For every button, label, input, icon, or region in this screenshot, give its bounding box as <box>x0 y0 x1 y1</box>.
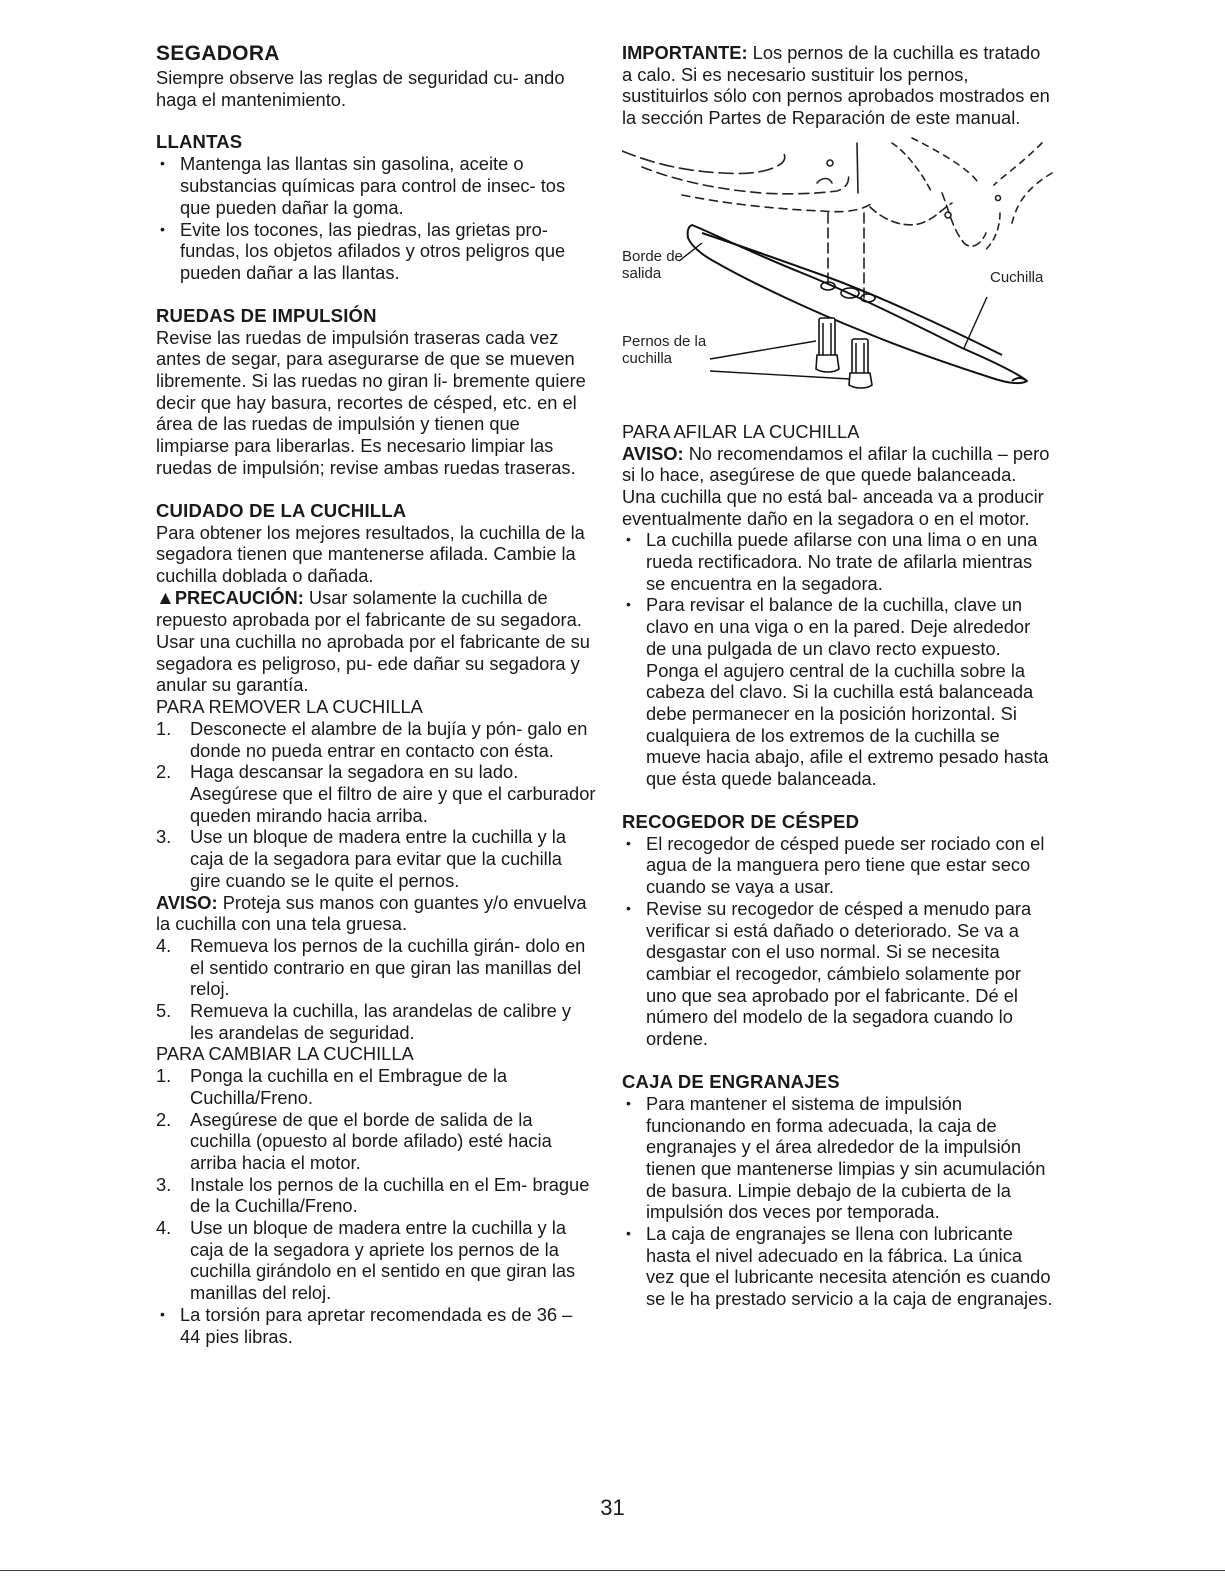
aviso-paragraph <box>156 892 596 935</box>
list-item: 3. Use un bloque de madera entre la cuchilla y la caja de la segadora para evitar que la cuchilla gire cuando se le quite el pernos. <box>156 826 567 891</box>
segadora-text: Siempre observe las reglas de seguridad cu- ando haga el mantenimiento. <box>156 67 565 110</box>
list-item: 3. Instale los pernos de la cuchilla en el Em- brague de la Cuchilla/Freno. <box>156 1173 590 1217</box>
ruedas-heading: RUEDAS DE IMPULSIÓN <box>156 304 377 326</box>
remover-steps-continued <box>156 935 596 1044</box>
aviso-label: AVISO: <box>156 891 218 913</box>
recogedor-list <box>622 833 1054 1050</box>
remover-heading: PARA REMOVER LA CUCHILLA <box>156 696 423 718</box>
list-item: • La caja de engranajes se llena con lubricante hasta el nivel adecuado en la fábrica. La única vez que el lubricante necesita atención es cuando se le ha prestado servicio a la caja de engranajes. <box>622 1223 1054 1310</box>
list-item: • El recogedor de césped puede ser rociado con el agua de la manguera pero tiene que estar seco cuando se vaya a usar. <box>622 833 1054 898</box>
list-item: • Revise su recogedor de césped a menudo para verificar si está dañado o deteriorado. Se va a desgastar con el uso normal. Si se necesita cambiar el recogedor, cámbielo solamente por uno que sea aprobado por el fabricante. Dé el número del modelo de la segadora cuando lo ordene. <box>622 898 1054 1050</box>
bottom-rule <box>0 1570 1225 1571</box>
list-item: 1. Ponga la cuchilla en el Embrague de la Cuchilla/Freno. <box>156 1065 508 1108</box>
label-borde-de-salida: Borde de salida <box>622 247 683 282</box>
right-column <box>622 38 1054 1310</box>
caja-heading: CAJA DE ENGRANAJES <box>622 1070 840 1092</box>
torsion-list <box>156 1304 596 1347</box>
page-number: 31 <box>600 1495 625 1520</box>
list-item: 2. Asegúrese de que el borde de salida de la cuchilla (opuesto al borde afilado) esté hacia arriba hacia el motor. <box>156 1108 552 1173</box>
segadora-heading: SEGADORA <box>156 42 280 65</box>
list-item: 1. Desconecte el alambre de la bujía y pón- galo en donde no pueda entrar en contacto con ésta. <box>156 717 588 761</box>
list-item: 5. Remueva la cuchilla, las arandelas de calibre y les arandelas de seguridad. <box>156 1000 572 1043</box>
cambiar-steps <box>156 1065 596 1304</box>
cuidado-heading: CUIDADO DE LA CUCHILLA <box>156 499 407 521</box>
list-item: • Mantenga las llantas sin gasolina, aceite o substancias químicas para control de insec- tos que pueden dañar la goma. <box>156 153 596 218</box>
importante-paragraph <box>622 42 1054 129</box>
cuidado-text: Para obtener los mejores resultados, la cuchilla de la segadora tienen que mantenerse afilada. Cambie la cuchilla doblada o dañada. <box>156 521 585 586</box>
ruedas-text: Revise las ruedas de impulsión traseras cada vez antes de segar, para asegurarse de que se mueven libremente. Si las ruedas no giran li- bremente quiere decir que hay basura, recortes de césped, etc. en el área de las ruedas de impulsión y tienen que limpiarse para liberarlas. Es necesario limpiar las ruedas de impulsión; revise ambas ruedas traseras. <box>156 326 586 478</box>
label-cuchilla: Cuchilla <box>990 268 1044 286</box>
label-pernos: Pernos de la cuchilla <box>622 332 707 367</box>
precaucion-paragraph <box>156 587 596 697</box>
aviso-label-right: AVISO: <box>622 442 684 464</box>
recogedor-heading: RECOGEDOR DE CÉSPED <box>622 810 860 832</box>
warning-triangle-icon: ▲ <box>156 587 175 609</box>
aviso-text: Proteja sus manos con guantes y/o envuelva la cuchilla con una tela gruesa. <box>156 891 587 935</box>
list-item: • Para mantener el sistema de impulsión funcionando en forma adecuada, la caja de engranajes y el área alrededor de la impulsión tienen que mantenerse limpias y sin acumulación de basura. Limpie debajo de la cubierta de la impulsión dos veces por temporada. <box>622 1093 1054 1223</box>
cambiar-heading: PARA CAMBIAR LA CUCHILLA <box>156 1043 414 1065</box>
aviso-text-right: No recomendamos el afilar la cuchilla – pero si lo hace, asegúrese de que quede balanceada. Una cuchilla que no está bal- anceada va a producir eventualmente daño en la segadora o en el motor. <box>622 442 1050 529</box>
list-item: 4. Use un bloque de madera entre la cuchilla y la caja de la segadora y apriete los pernos de la cuchilla girándolo en el sentido en que giran las manillas del reloj. <box>156 1217 576 1304</box>
left-column <box>156 38 596 1347</box>
list-item: 2. Haga descansar la segadora en su lado. Asegúrese que el filtro de aire y que el carburador queden mirando hacia arriba. <box>156 761 596 826</box>
afilar-list <box>622 529 1054 789</box>
caja-list <box>622 1093 1054 1310</box>
llantas-heading: LLANTAS <box>156 131 243 153</box>
afilar-heading: PARA AFILAR LA CUCHILLA <box>622 420 860 442</box>
blade-diagram <box>622 133 1054 413</box>
list-item: 4. Remueva los pernos de la cuchilla girán- dolo en el sentido contrario en que giran las manillas del reloj. <box>156 934 586 1000</box>
importante-label: IMPORTANTE: <box>622 42 748 63</box>
list-item: • La cuchilla puede afilarse con una lima o en una rueda rectificadora. No trate de afilarla mientras se encuentra en la segadora. <box>622 529 1054 594</box>
remover-steps <box>156 718 596 892</box>
precaucion-label: PRECAUCIÓN: <box>174 586 304 608</box>
aviso-paragraph-right <box>622 443 1054 530</box>
precaucion-text: Usar solamente la cuchilla de repuesto aprobada por el fabricante de su segadora. Usar una cuchilla no aprobada por el fabricante de su segadora es peligroso, pu- ede dañar su segadora y anular su garantía. <box>156 586 590 696</box>
llantas-list <box>156 153 596 283</box>
list-item: • Para revisar el balance de la cuchilla, clave un clavo en una viga o en la pared. Deje alrededor de una pulgada de un clavo recto expuesto. Ponga el agujero central de la cuchilla sobre la cabeza del clavo. Si la cuchilla está balanceada debe permanecer en la posición horizontal. Si cualquiera de los extremos de la cuchilla se mueve hacia abajo, afile el extremo pesado hasta que ésta quede balanceada. <box>622 594 1054 789</box>
list-item: • La torsión para apretar recomendada es de 36 – 44 pies libras. <box>156 1304 596 1347</box>
list-item: • Evite los tocones, las piedras, las grietas pro- fundas, los objetos afilados y otros peligros que pueden dañar a las llantas. <box>156 219 596 284</box>
importante-text: Los pernos de la cuchilla es tratado a calo. Si es necesario sustituir los pernos, sustituirlos sólo con pernos aprobados mostrados en la sección Partes de Reparación de este manual. <box>622 42 1050 129</box>
